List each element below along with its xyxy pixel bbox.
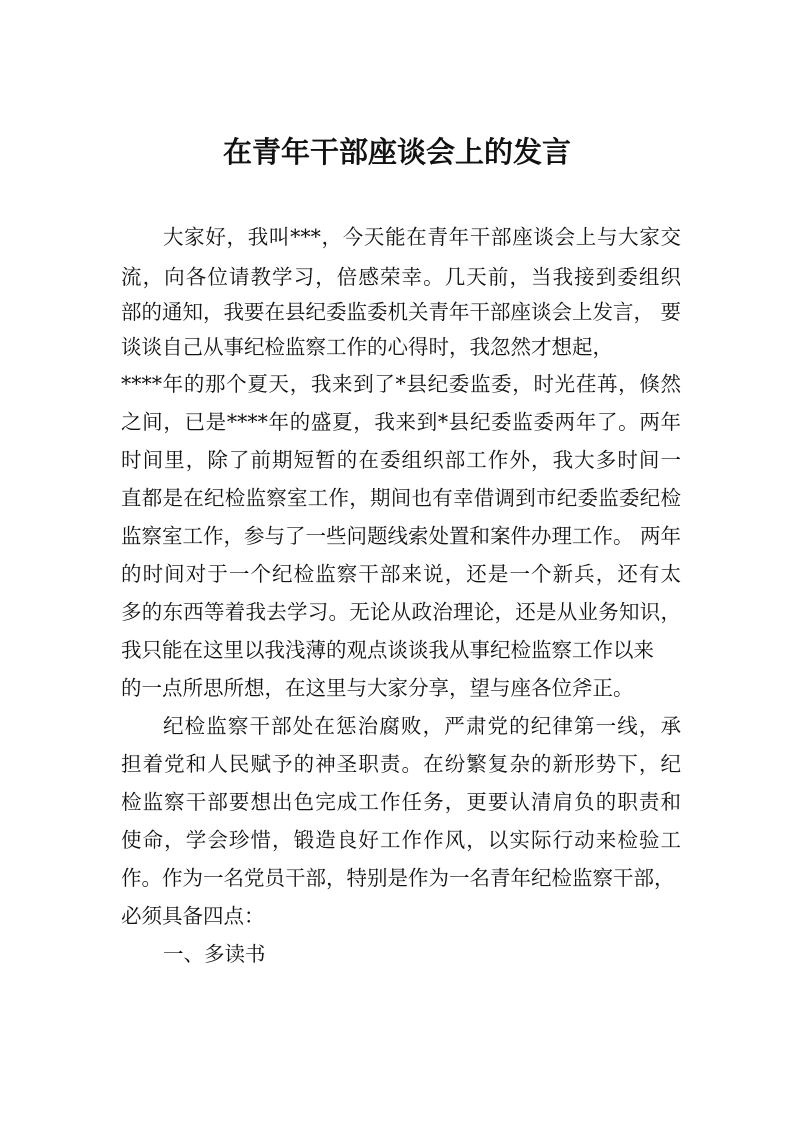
paragraph-line: 部的通知，我要在县纪委监委机关青年干部座谈会上发言， 要 [121, 300, 682, 324]
paragraph-line: 检监察干部要想出色完成工作任务，更要认清肩负的职责和 [121, 790, 681, 814]
paragraph-line: 直都是在纪检监察室工作，期间也有幸借调到市纪委监委纪检 [121, 486, 681, 510]
document-title: 在青年干部座谈会上的发言 [222, 135, 571, 169]
paragraph-line: 的时间对于一个纪检监察干部来说，还是一个新兵，还有太 [121, 562, 681, 586]
paragraph-line: 大家好，我叫***，今天能在青年干部座谈会上与大家交 [163, 225, 681, 249]
paragraph-line: 我只能在这里以我浅薄的观点谈谈我从事纪检监察工作以来 [121, 638, 654, 662]
paragraph-line: 多的东西等着我去学习。无论从政治理论，还是从业务知识， [121, 600, 681, 624]
paragraph-line: 纪检监察干部处在惩治腐败，严肃党的纪律第一线，承 [163, 714, 681, 738]
paragraph-line: 使命，学会珍惜，锻造良好工作作风，以实际行动来检验工 [121, 828, 681, 852]
paragraph-line: 的一点所思所想，在这里与大家分享，望与座各位斧正。 [121, 676, 634, 700]
paragraph-line: 谈谈自己从事纪检监察工作的心得时，我忽然才想起， [121, 335, 613, 359]
section-heading: 一、多读书 [163, 942, 266, 966]
paragraph-line: 之间，已是****年的盛夏，我来到*县纪委监委两年了。两年 [121, 410, 681, 434]
paragraph-line: 时间里，除了前期短暂的在委组织部工作外，我大多时间一 [121, 448, 681, 472]
paragraph-line: 作。作为一名党员干部，特别是作为一名青年纪检监察干部， [121, 866, 675, 890]
paragraph-line: 担着党和人民赋予的神圣职责。在纷繁复杂的新形势下，纪 [121, 752, 681, 776]
paragraph-line: 必须具备四点： [121, 904, 265, 928]
paragraph-line: ****年的那个夏天，我来到了*县纪委监委，时光荏苒，倏然 [121, 372, 681, 396]
paragraph-line: 流，向各位请教学习，倍感荣幸。几天前，当我接到委组织 [121, 265, 681, 289]
paragraph-line: 监察室工作，参与了一些问题线索处置和案件办理工作。 两年 [121, 524, 682, 548]
